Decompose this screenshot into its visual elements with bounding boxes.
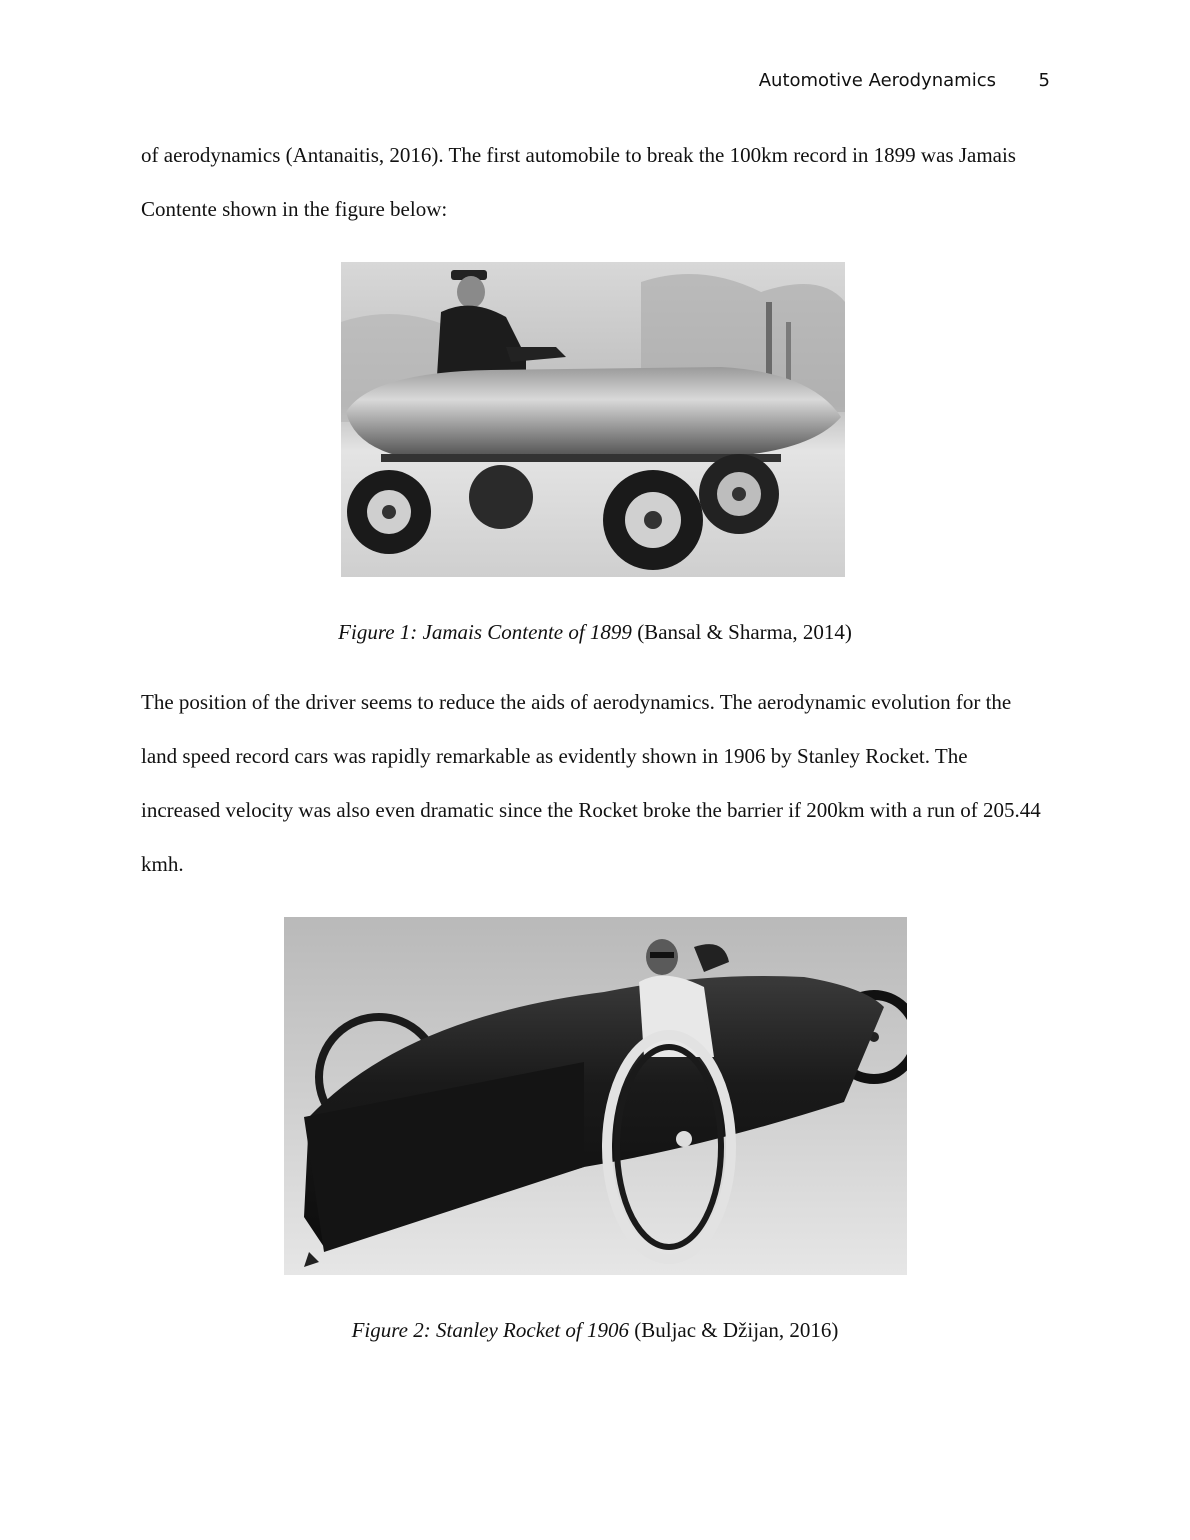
- stanley-rocket-illustration: [284, 917, 907, 1275]
- running-head: Automotive Aerodynamics: [758, 70, 996, 91]
- figure-2-photo-stanley-rocket: [284, 917, 907, 1275]
- jamais-contente-illustration: [341, 262, 845, 577]
- figure-1-caption: [0, 620, 1190, 645]
- figure-1-photo-jamais-contente: [341, 262, 845, 577]
- page-number: 5: [1038, 70, 1050, 91]
- figure-2-caption-citation: (Buljac & Džijan, 2016): [629, 1318, 839, 1342]
- figure-1-caption-title: Figure 1: Jamais Contente of 1899: [338, 620, 632, 644]
- figure-2-caption: [0, 1318, 1190, 1343]
- paragraph-2: The position of the driver seems to reduce the aids of aerodynamics. The aerodynamic evolution for the land speed record cars was rapidly remarkable as evidently shown in 1906 by Stanley Rocket. The increased velocity was also even dramatic since the Rocket broke the barrier if 200km with a run of 205.44 kmh.: [141, 690, 1041, 876]
- page-header: [0, 70, 1190, 98]
- figure-1-caption-citation: (Bansal & Sharma, 2014): [631, 620, 852, 644]
- figure-2-caption-title: Figure 2: Stanley Rocket of 1906: [351, 1318, 629, 1342]
- paragraph-1: of aerodynamics (Antanaitis, 2016). The first automobile to break the 100km record in 1899 was Jamais Contente shown in the figure below:: [141, 143, 1016, 221]
